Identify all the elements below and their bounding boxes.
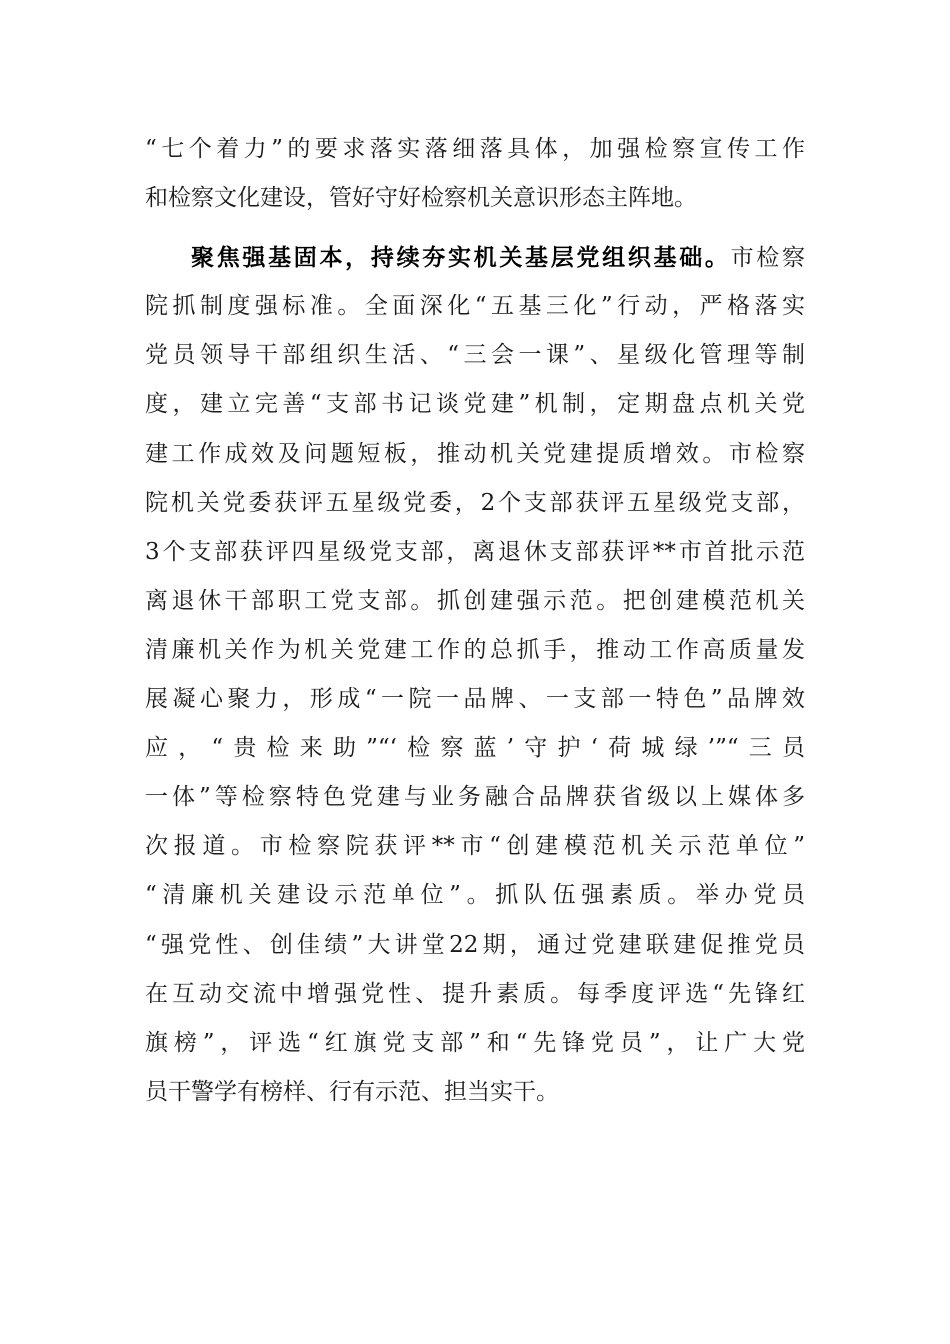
text-line: 应，“贵检来助”“‘检察蓝’守护‘荷城绿’”“三员 (145, 735, 805, 762)
text-line: 和检察文化建设，管好守好检察机关意识形态主阵地。 (145, 185, 697, 212)
text-line: “清廉机关建设示范单位”。抓队伍强素质。举办党员 (145, 882, 805, 909)
paragraph-1 (145, 125, 805, 223)
text-line: 院抓制度强标准。全面深化“五基三化”行动，严格落实 (145, 293, 805, 320)
text-line: 3个支部获评四星级党支部，离退休支部获评**市首批示范 (145, 538, 805, 565)
text-line: “七个着力”的要求落实落细落具体，加强检察宣传工作 (145, 136, 805, 162)
document-page (145, 125, 805, 1117)
text-line: 一体”等检察特色党建与业务融合品牌获省级以上媒体多 (145, 784, 805, 811)
text-line: 在互动交流中增强党性、提升素质。每季度评选“先锋红 (145, 980, 805, 1007)
text-run: 市检察 (730, 245, 806, 272)
text-line: 党员领导干部组织生活、“三会一课”、星级化管理等制 (145, 342, 805, 369)
text-line: “强党性、创佳绩”大讲堂22期，通过党建联建促推党员 (145, 931, 805, 958)
text-line: 院机关党委获评五星级党委，2个支部获评五星级党支部， (145, 489, 805, 516)
text-line: 展凝心聚力，形成“一院一品牌、一支部一特色”品牌效 (145, 686, 805, 713)
text-line: 次报道。市检察院获评**市“创建模范机关示范单位” (145, 833, 805, 860)
text-line: 清廉机关作为机关党建工作的总抓手，推动工作高质量发 (145, 636, 805, 663)
text-line: 建工作成效及问题短板，推动机关党建提质增效。市检察 (145, 440, 805, 467)
section-heading: 聚焦强基固本，持续夯实机关基层党组织基础。 (191, 244, 731, 272)
text-line: 员干警学有榜样、行有示范、担当实干。 (145, 1078, 559, 1105)
text-line: 旗榜”，评选“红旗党支部”和“先锋党员”，让广大党 (145, 1029, 805, 1056)
paragraph-2 (145, 233, 805, 1117)
paragraph-gap (145, 223, 805, 233)
text-line: 度，建立完善“支部书记谈党建”机制，定期盘点机关党 (145, 391, 805, 418)
paragraph-first-line (145, 233, 805, 282)
text-line: 离退休干部职工党支部。抓创建强示范。把创建模范机关 (145, 587, 805, 614)
